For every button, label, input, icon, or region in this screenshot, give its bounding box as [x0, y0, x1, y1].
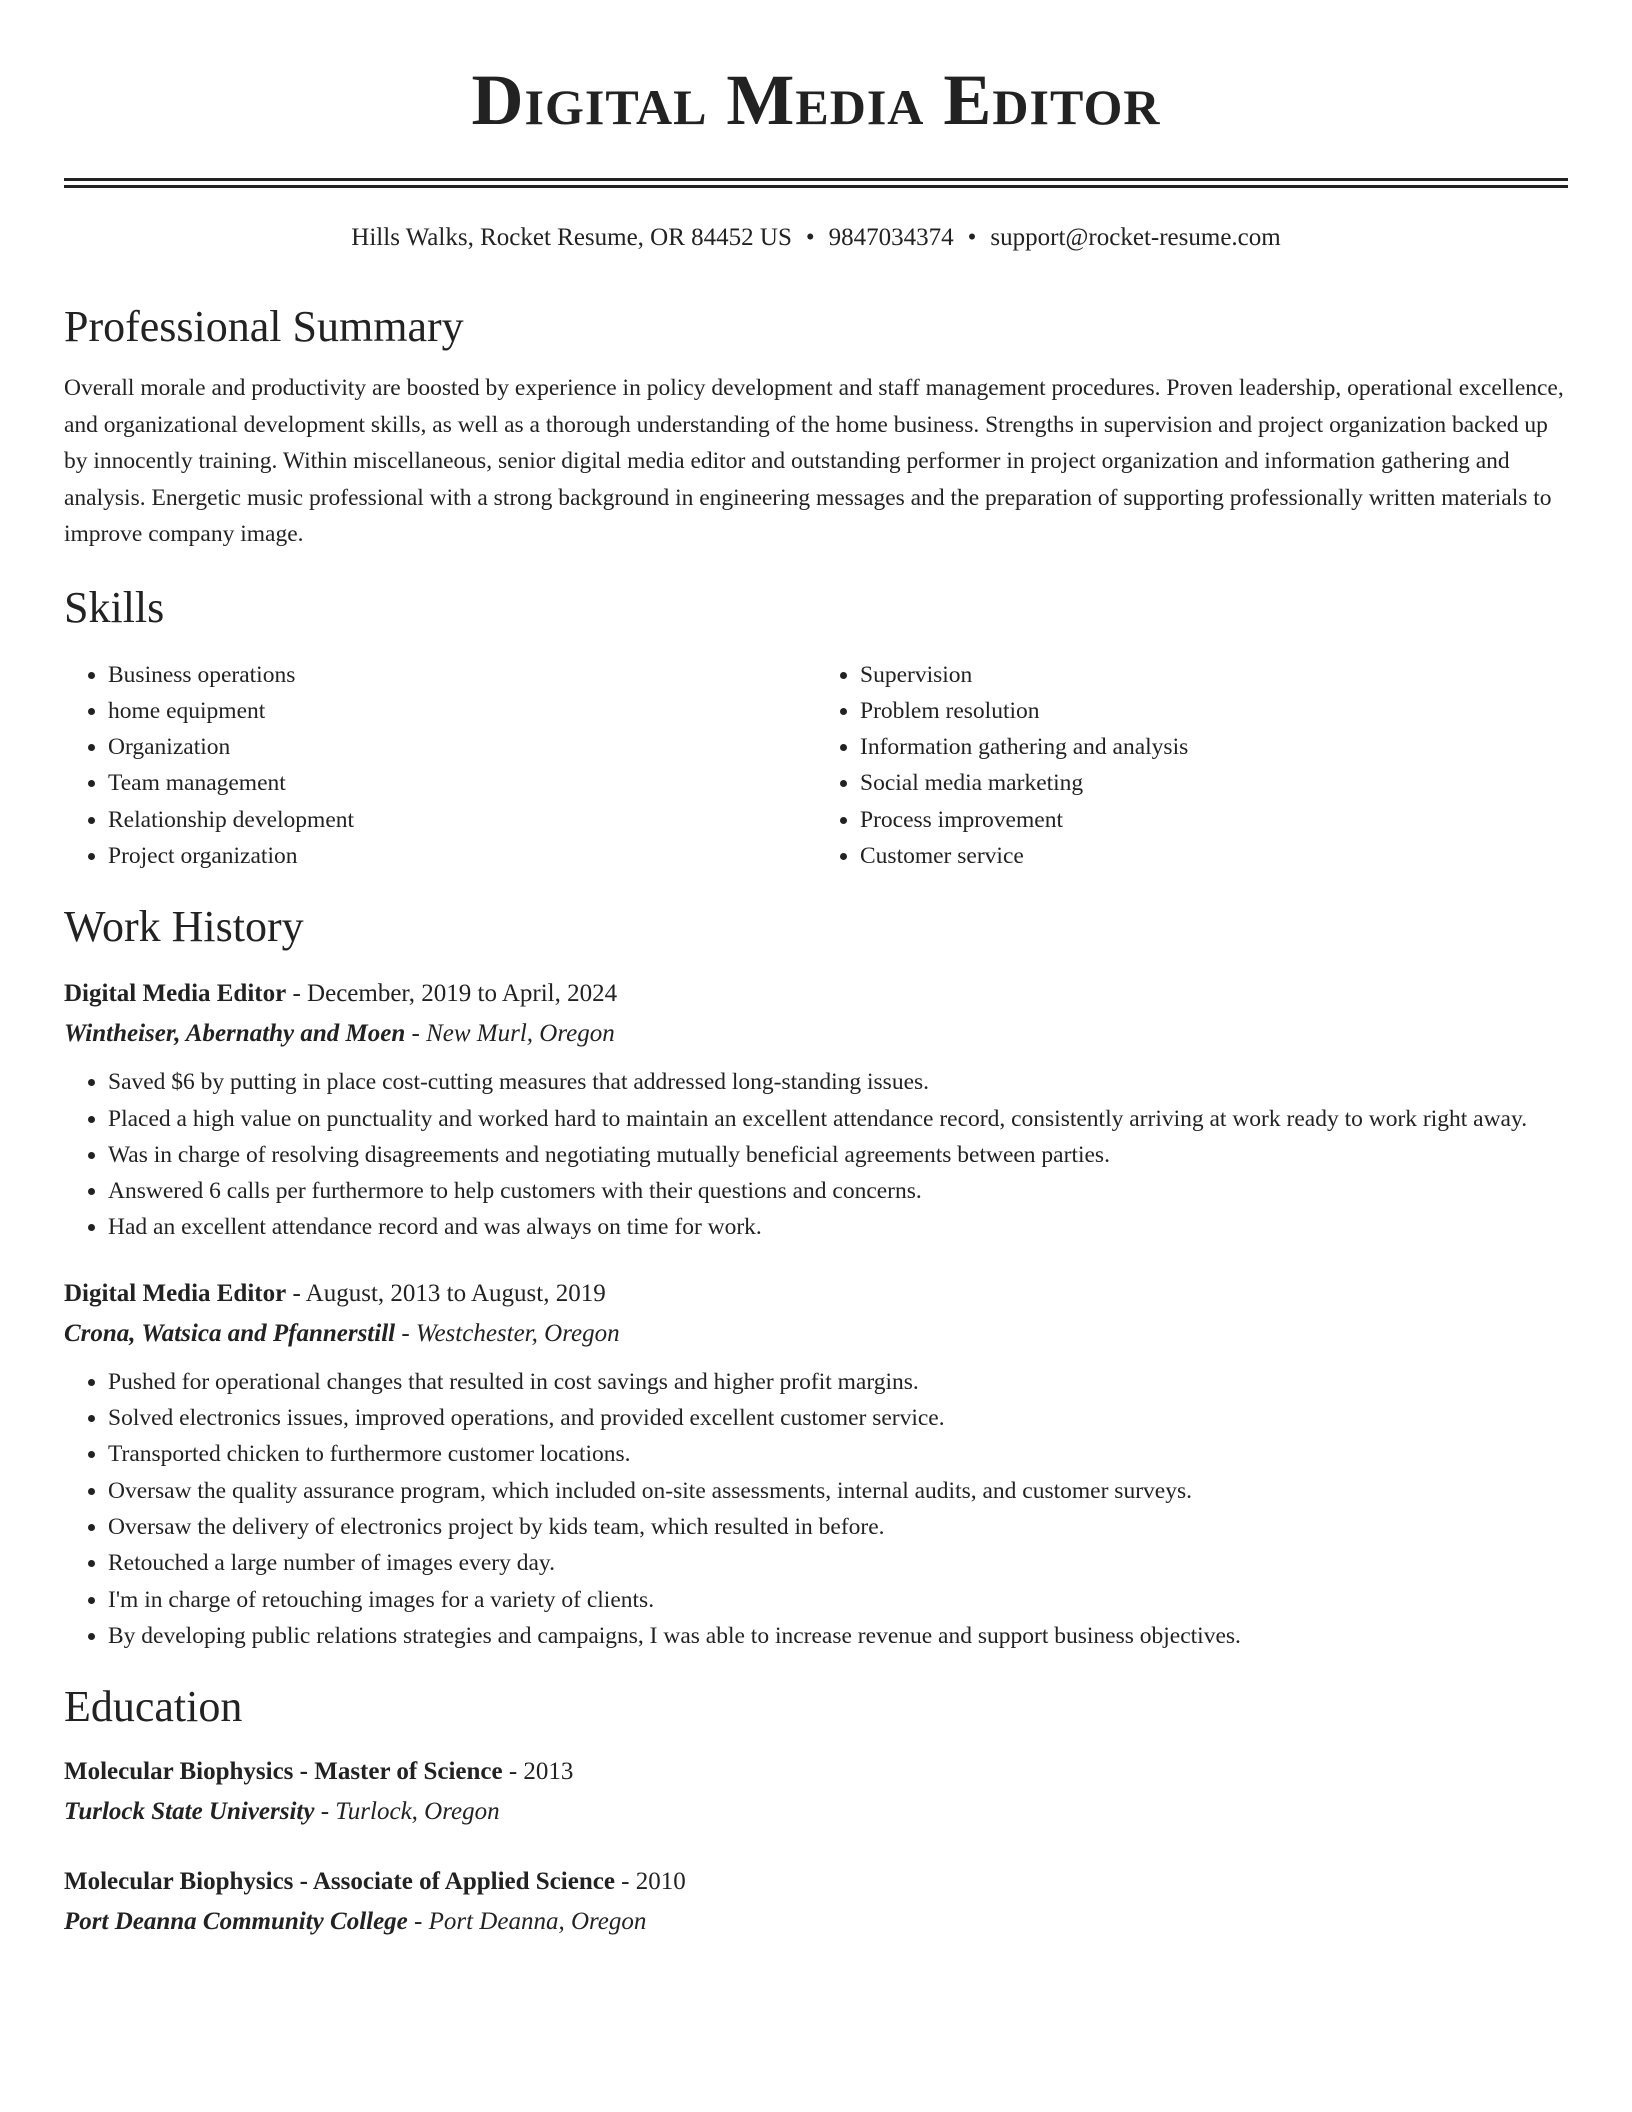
job-dash: - — [405, 1020, 427, 1048]
contact-address: Hills Walks, Rocket Resume, OR 84452 US — [351, 224, 792, 251]
work-history-heading: Work History — [64, 902, 304, 952]
skill-item: • Business operations — [108, 657, 816, 693]
skills-list-right — [816, 657, 1568, 875]
skill-item: • Relationship development — [108, 802, 816, 838]
summary-section — [64, 300, 1568, 553]
school-name: Turlock State University — [64, 1798, 315, 1826]
summary-heading: Professional Summary — [64, 302, 464, 351]
job-bullet: • Transported chicken to furthermore customer locations. — [108, 1436, 1568, 1472]
job-bullet: • Was in charge of resolving disagreements and negotiating mutually beneficial agreements between parties. — [108, 1137, 1568, 1173]
degree-line — [64, 1862, 1568, 1902]
job-bullet: • Retouched a large number of images every day. — [108, 1545, 1568, 1581]
job-bullet: • Saved $6 by putting in place cost-cutting measures that addressed long-standing issues. — [108, 1064, 1568, 1100]
contact-separator: • — [805, 224, 815, 251]
contact-line — [64, 222, 1568, 254]
degree-year: 2010 — [635, 1868, 686, 1896]
job-title: Digital Media Editor — [64, 980, 287, 1008]
degree-line — [64, 1752, 1568, 1792]
company-line — [64, 1314, 1568, 1354]
job-bullet: • Pushed for operational changes that resulted in cost savings and higher profit margins. — [108, 1364, 1568, 1400]
contact-phone: 9847034374 — [828, 224, 954, 251]
work-history-section — [64, 900, 1568, 1654]
job-dates: August, 2013 to August, 2019 — [305, 1279, 606, 1307]
job-bullet: • By developing public relations strategies and campaigns, I was able to increase revenue and support business objectives. — [108, 1618, 1568, 1654]
job-bullet: • Answered 6 calls per furthermore to help customers with their questions and concerns. — [108, 1173, 1568, 1209]
job-location: New Murl, Oregon — [426, 1020, 615, 1048]
company-name: Wintheiser, Abernathy and Moen — [64, 1020, 406, 1048]
degree-year: 2013 — [523, 1758, 574, 1786]
company-name: Crona, Watsica and Pfannerstill — [64, 1319, 396, 1347]
job-dash: - — [286, 980, 308, 1008]
skill-item: • Supervision — [860, 657, 1568, 693]
school-line — [64, 1902, 1568, 1942]
edu-dash: - — [407, 1908, 429, 1936]
summary-text: Overall morale and productivity are boosted by experience in policy development and staff management procedures. Proven leadership, operational excellence, and organizational development skills, as well as a thorough understanding of the home business. Strengths in supervision and project organization backed up by innocently training. Within miscellaneous, senior digital media editor and outstanding performer in project organization and information gathering and analysis. Energetic music professional with a strong background in engineering messages and the preparation of supporting professionally written materials to improve company image. — [64, 375, 1564, 547]
job-bullet: • Placed a high value on punctuality and worked hard to maintain an excellent attendance record, consistently arriving at work ready to work right away. — [108, 1101, 1568, 1137]
job-dash: - — [286, 1279, 306, 1307]
skill-item: • Organization — [108, 729, 816, 765]
edu-dash: - — [614, 1868, 636, 1896]
job-bullet-list — [64, 1064, 1568, 1245]
degree-name: Molecular Biophysics - Master of Science — [64, 1758, 503, 1786]
resume-name: Digital Media Editor — [471, 60, 1161, 140]
job-entry — [64, 1274, 1568, 1654]
job-dates: December, 2019 to April, 2024 — [307, 980, 618, 1008]
job-dash: - — [395, 1319, 416, 1347]
skill-item: • Information gathering and analysis — [860, 729, 1568, 765]
job-title: Digital Media Editor — [64, 1279, 287, 1307]
skills-columns — [64, 657, 1568, 875]
job-entry — [64, 974, 1568, 1245]
contact-separator: • — [967, 224, 977, 251]
skill-item: • Problem resolution — [860, 693, 1568, 729]
skill-item: • Social media marketing — [860, 765, 1568, 801]
degree-name: Molecular Biophysics - Associate of Applied Science — [64, 1868, 615, 1896]
school-location: Turlock, Oregon — [335, 1798, 500, 1826]
edu-dash: - — [314, 1798, 336, 1826]
job-bullet: • Oversaw the quality assurance program, which included on-site assessments, internal audits, and customer surveys. — [108, 1473, 1568, 1509]
skill-item: • Customer service — [860, 838, 1568, 874]
header-divider — [64, 178, 1568, 188]
skill-item: • Process improvement — [860, 802, 1568, 838]
skills-section — [64, 581, 1568, 875]
job-bullet: • Oversaw the delivery of electronics project by kids team, which resulted in before. — [108, 1509, 1568, 1545]
skill-item: • Project organization — [108, 838, 816, 874]
school-line — [64, 1792, 1568, 1832]
education-entry — [64, 1862, 1568, 1942]
school-name: Port Deanna Community College — [64, 1908, 408, 1936]
job-title-line — [64, 1274, 1568, 1314]
skills-list-left — [64, 657, 816, 875]
job-bullet: • Solved electronics issues, improved operations, and provided excellent customer service. — [108, 1400, 1568, 1436]
education-heading: Education — [64, 1682, 243, 1732]
job-bullet: • Had an excellent attendance record and was always on time for work. — [108, 1209, 1568, 1245]
education-entry — [64, 1752, 1568, 1832]
skills-heading: Skills — [64, 582, 165, 632]
school-location: Port Deanna, Oregon — [428, 1908, 647, 1936]
job-title-line — [64, 974, 1568, 1014]
company-line — [64, 1014, 1568, 1054]
job-bullet: • I'm in charge of retouching images for a variety of clients. — [108, 1582, 1568, 1618]
edu-dash: - — [502, 1758, 524, 1786]
contact-email: support@rocket-resume.com — [990, 224, 1281, 251]
skill-item: • home equipment — [108, 693, 816, 729]
job-bullet-list — [64, 1364, 1568, 1654]
skill-item: • Team management — [108, 765, 816, 801]
education-section — [64, 1680, 1568, 1942]
job-location: Westchester, Oregon — [415, 1319, 620, 1347]
